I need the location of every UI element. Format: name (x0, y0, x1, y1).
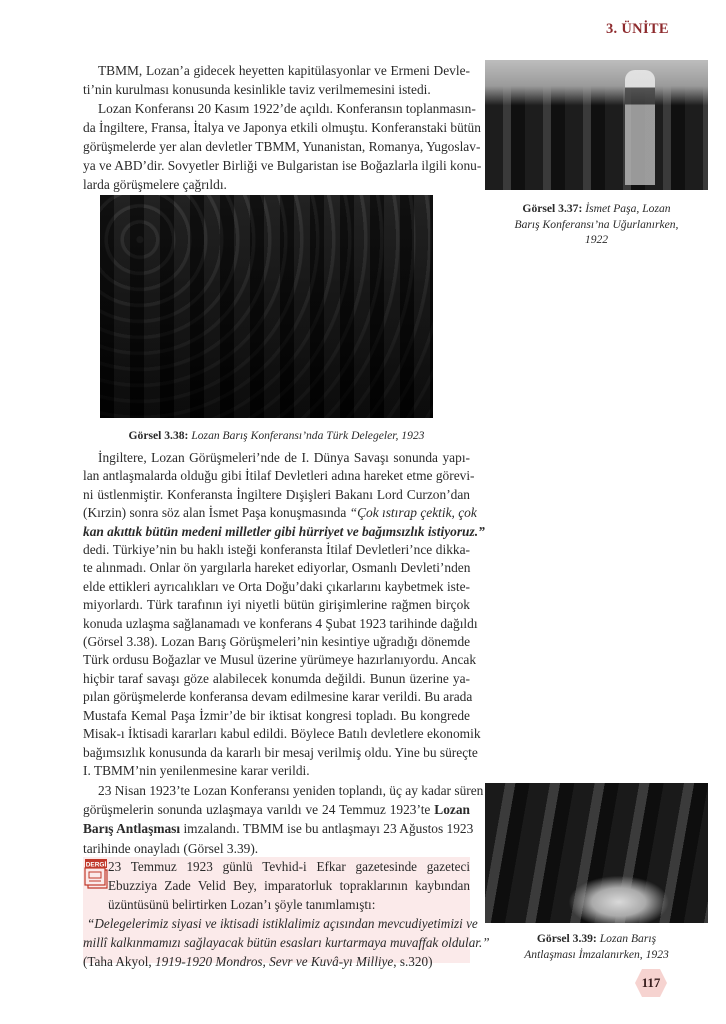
photo-turkish-delegates (100, 195, 433, 418)
unit-header: 3. ÜNİTE (606, 21, 669, 37)
figure-caption-3-38 (83, 428, 470, 444)
text-line (83, 952, 470, 971)
text-segment: (Kırzin) sonra söz alan İsmet Paşa konuşmasında (83, 505, 350, 521)
text-line: İngiltere, Lozan Görüşmeleri’nde de I. Dünya Savaşı sonunda yapı- (98, 450, 470, 465)
figure-caption-3-37 (485, 201, 708, 248)
text-line (83, 819, 474, 838)
text-line: lan antlaşmalarda olduğu gibi İtilaf Devletleri adına hareket etme görevi- (83, 468, 475, 484)
text-line (83, 800, 470, 819)
text-segment: , s.320) (393, 954, 433, 969)
text-line: 23 Temmuz 1923 günlü Tevhid-i Efkar gazetesinde gazeteci (108, 859, 470, 874)
text-segment: kan akıttık bütün medeni milletler gibi hürriyet ve bağımsızlık istiyoruz.” (83, 523, 485, 539)
figure-caption-text: Lozan Barış (599, 932, 657, 945)
figure-caption-text: 1922 (584, 233, 609, 246)
figure-caption-text: Antlaşması İmzalanırken, 1923 (524, 947, 669, 961)
text-line: konuda uzlaşma sağlanamadı ve konferans 4 Şubat 1923 tarihinde dağıldı (83, 615, 478, 631)
text-line: ti’nin kurulması konusunda kesinlikle taviz verilmemesini istedi. (83, 82, 431, 97)
text-line: te alınmadı. Onlar ön yargılarla hareket ediyorlar, Osmanlı Devleti’nden (83, 560, 471, 576)
text-segment: “Delegelerimiz siyasi ve iktisadi istiklalimiz açısından mevcudiyetimizi ve (87, 916, 478, 931)
text-segment: 1919-1920 Mondros, Sevr ve Kuvâ-yı Milliye (154, 954, 394, 969)
text-line: Türk ordusu Boğazlar ve Musul üzerine yürümeye hazırlanıyordu. Ancak (83, 652, 477, 668)
figure-caption-3-39 (485, 931, 708, 962)
photo-ismet-pasa-farewell (485, 60, 708, 190)
text-line: larda görüşmelere çağrıldı. (83, 177, 227, 192)
paragraph-3 (83, 449, 485, 780)
text-line: tarihinde onayladı (Görsel 3.39). (83, 840, 259, 856)
text-line: 23 Nisan 1923’te Lozan Konferansı yeniden toplandı, üç ay kadar süren (98, 783, 484, 798)
text-segment: Barış Antlaşması (83, 821, 181, 837)
text-line: elde ettikleri ayrıcalıkları ve Orta Doğu’daki çıkarlarını kaybetmek iste- (83, 578, 470, 594)
text-line: ya ve ABD’dir. Sovyetler Birliği ve Bulgaristan ise Boğazlarla ilgili konu- (83, 158, 482, 173)
svg-text:DERGİ: DERGİ (85, 861, 107, 869)
paragraph-1 (83, 61, 470, 99)
text-line: üzüntüsünü belirtirken Lozan’ı şöyle tanımlamıştı: (108, 897, 376, 912)
text-line: görüşmelerde yer alan devletler TBMM, Yunanistan, Romanya, Yugoslav- (83, 139, 481, 154)
text-line: miyorlardı. Türk tarafının iyi niyetli bütün girişimlerine rağmen birçok (83, 597, 470, 613)
text-line: pılan görüşmelerde konferansa devam edilmesine karar verildi. Bu arada (83, 689, 473, 705)
text-line: Mustafa Kemal Paşa İzmir’de bir iktisat kongresi topladı. Bu kongrede (83, 707, 470, 723)
figure-caption-text: İsmet Paşa, Lozan (585, 202, 671, 215)
text-segment: millî kalkınmamızı sağlayacak bütün esasları kurtarmaya muvaffak oldular.” (83, 935, 490, 950)
page-number: 117 (641, 975, 661, 990)
figure-label: Görsel 3.37: (522, 202, 583, 215)
text-line: Ebuzziya Zade Velid Bey, imparatorluk topraklarının kaybından (108, 878, 470, 893)
text-line: hiçbir taraf savaşı göze alabilecek konumda değildi. Bunun üzerine ya- (83, 670, 470, 686)
text-segment: “Çok ıstırap çektik, çok (349, 505, 477, 521)
paragraph-4 (83, 781, 484, 858)
text-segment: imzalandı. TBMM ise bu antlaşmayı 23 Ağustos 1923 (180, 821, 474, 837)
text-line (83, 933, 490, 952)
text-line (83, 504, 477, 522)
text-line: ni üstlenmiştir. Konferansta İngiltere Dışişleri Bakanı Lord Curzon’dan (83, 486, 470, 502)
photo-treaty-signing (485, 783, 708, 923)
figure-label: Görsel 3.39: (536, 932, 597, 945)
text-line: TBMM, Lozan’a gidecek heyetten kapitülasyonlar ve Ermeni Devle- (98, 63, 470, 78)
page-number-badge (634, 968, 668, 998)
source-quote-text (83, 857, 490, 971)
paragraph-2 (83, 99, 482, 194)
text-line: da İngiltere, Fransa, İtalya ve Japonya etkili olmuştu. Konferanstaki bütün (83, 120, 481, 135)
text-line: Lozan Konferansı 20 Kasım 1922’de açıldı. Konferansın toplanmasın- (98, 101, 476, 116)
text-line (83, 914, 478, 933)
text-line (83, 523, 485, 541)
text-line: (Görsel 3.38). Lozan Barış Görüşmeleri’nin kesintiye uğradığı dönemde (83, 634, 471, 650)
text-line: bağımsızlık konusunda da kararlı bir mesaj verilmiş oldu. Yine bu süreçte (83, 744, 478, 760)
figure-caption-text: Barış Konferansı’na Uğurlanırken, (514, 217, 679, 231)
text-line: I. TBMM’nin yenilenmesine karar verildi. (83, 762, 310, 778)
text-line: dedi. Türkiye’nin bu haklı isteği konferansta İtilaf Devletleri’nce dikka- (83, 542, 470, 558)
text-segment: görüşmelerin sonunda uzlaşmaya varıldı ve 24 Temmuz 1923’te (83, 802, 435, 818)
text-segment: (Taha Akyol, (83, 954, 155, 969)
figure-caption-text: Lozan Barış Konferansı’nda Türk Delegeler, 1923 (191, 429, 425, 442)
text-line: Misak-ı İktisadi kararları kabul edildi. Böylece Batılı devletlere ekonomik (83, 726, 481, 742)
figure-label: Görsel 3.38: (128, 429, 189, 442)
text-segment: Lozan (434, 802, 470, 818)
